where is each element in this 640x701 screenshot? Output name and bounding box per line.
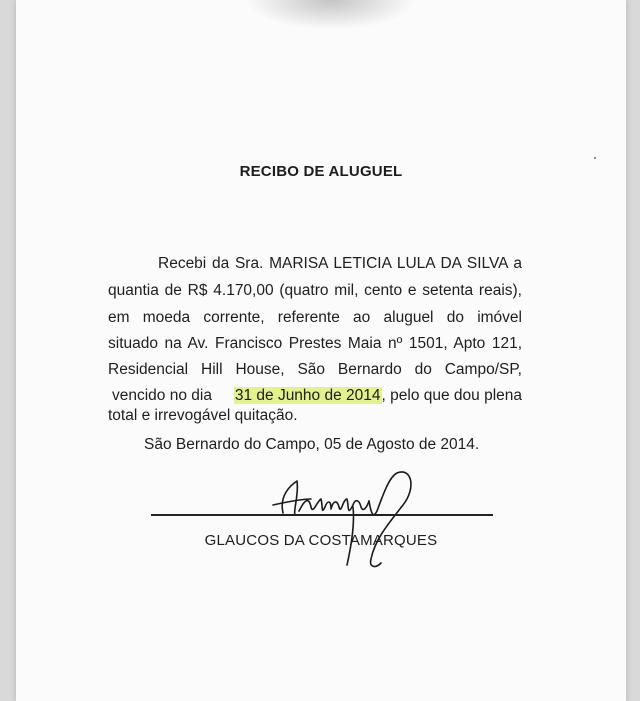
body-line-3: em moeda corrente, referente ao aluguel do imóvel [108, 309, 522, 326]
receipt-page [16, 0, 626, 701]
signer-name: GLAUCOS DA COSTAMARQUES [204, 532, 438, 549]
body-line-4: situado na Av. Francisco Prestes Maia nº 1501, Apto 121, [108, 335, 522, 352]
photo-shadow [246, 0, 416, 30]
due-prefix: vencido no dia [112, 387, 212, 404]
place-and-date: São Bernardo do Campo, 05 de Agosto de 2014. [144, 436, 480, 453]
paper-speck [594, 157, 596, 159]
body-line-5: Residencial Hill House, São Bernardo do Campo/SP, [108, 361, 522, 378]
body-line-6 [112, 386, 522, 406]
body-line-7: total e irrevogável quitação. [108, 407, 298, 424]
document-title: RECIBO DE ALUGUEL [239, 163, 403, 180]
highlighted-due-date: 31 de Junho de 2014 [234, 387, 381, 404]
body-line-2: quantia de R$ 4.170,00 (quatro mil, cento e setenta reais), [108, 282, 522, 299]
signature-line [151, 514, 493, 516]
due-suffix: , pelo que dou plena [381, 387, 522, 404]
body-line-1: Recebi da Sra. MARISA LETICIA LULA DA SILVA a [158, 255, 522, 272]
